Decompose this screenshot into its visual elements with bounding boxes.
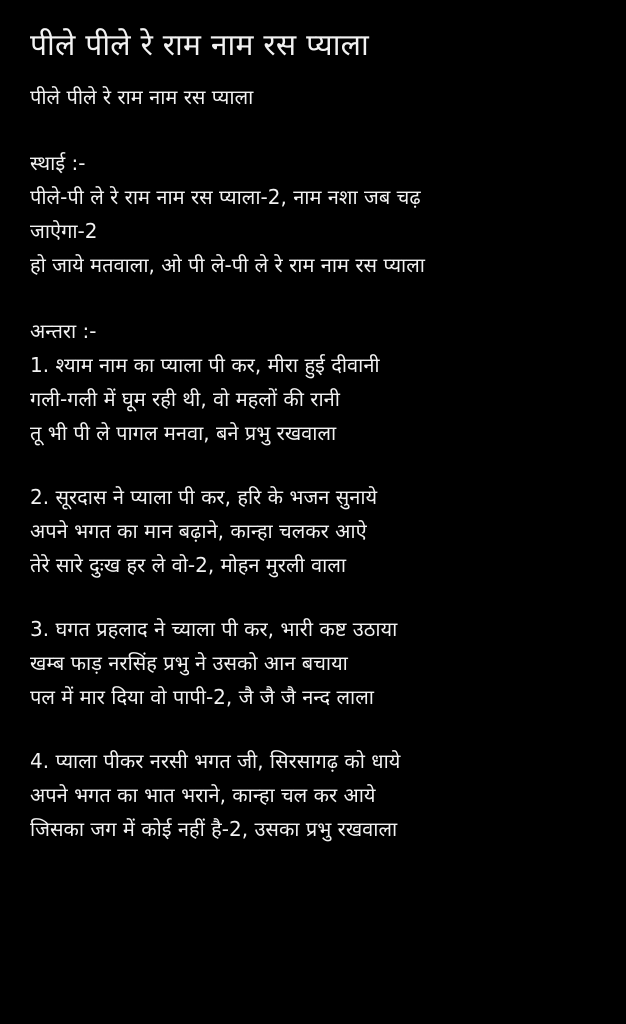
verse-line: अपने भगत का भात भराने, कान्हा चल कर आये [30,783,376,807]
verse-line: अपने भगत का मान बढ़ाने, कान्हा चलकर आऐ [30,519,367,543]
verse-line: 2. सूरदास ने प्याला पी कर, हरि के भजन सुनाये [30,485,378,509]
sthayi-label: स्थाई :- [30,151,86,175]
verse-line: तू भी पी ले पागल मनवा, बने प्रभु रखवाला [30,421,337,445]
verse-1 [30,348,602,450]
verse-2 [30,480,602,582]
sthayi-line: पीले-पी ले रे राम नाम रस प्याला-2, नाम नशा जब चढ़ [30,185,421,209]
verse-4 [30,744,602,846]
sthayi-section [30,146,602,282]
verse-line: खम्ब फाड़ नरसिंह प्रभु ने उसको आन बचाया [30,651,348,675]
verse-line: पल में मार दिया वो पापी-2, जै जै जै नन्द लाला [30,685,374,709]
sthayi-line: हो जाये मतवाला, ओ पी ले-पी ले रे राम नाम रस प्याला [30,253,425,277]
antara-section [30,314,602,846]
verse-line: गली-गली में घूम रही थी, वो महलों की रानी [30,387,340,411]
verse-line: 4. प्याला पीकर नरसी भगत जी, सिरसागढ़ को धाये [30,749,401,773]
verse-line: 1. श्याम नाम का प्याला पी कर, मीरा हुई दीवानी [30,353,380,377]
verse-line: तेरे सारे दुःख हर ले वो-2, मोहन मुरली वाला [30,553,347,577]
page-title: पीले पीले रे राम नाम रस प्याला [30,28,369,63]
page-subtitle: पीले पीले रे राम नाम रस प्याला [30,85,254,109]
antara-label: अन्तरा :- [30,319,97,343]
verse-line: जिसका जग में कोई नहीं है-2, उसका प्रभु रखवाला [30,817,398,841]
verse-3 [30,612,602,714]
sthayi-line: जाऐगा-2 [30,219,98,243]
verse-line: 3. घगत प्रहलाद ने च्याला पी कर, भारी कष्ट उठाया [30,617,398,641]
